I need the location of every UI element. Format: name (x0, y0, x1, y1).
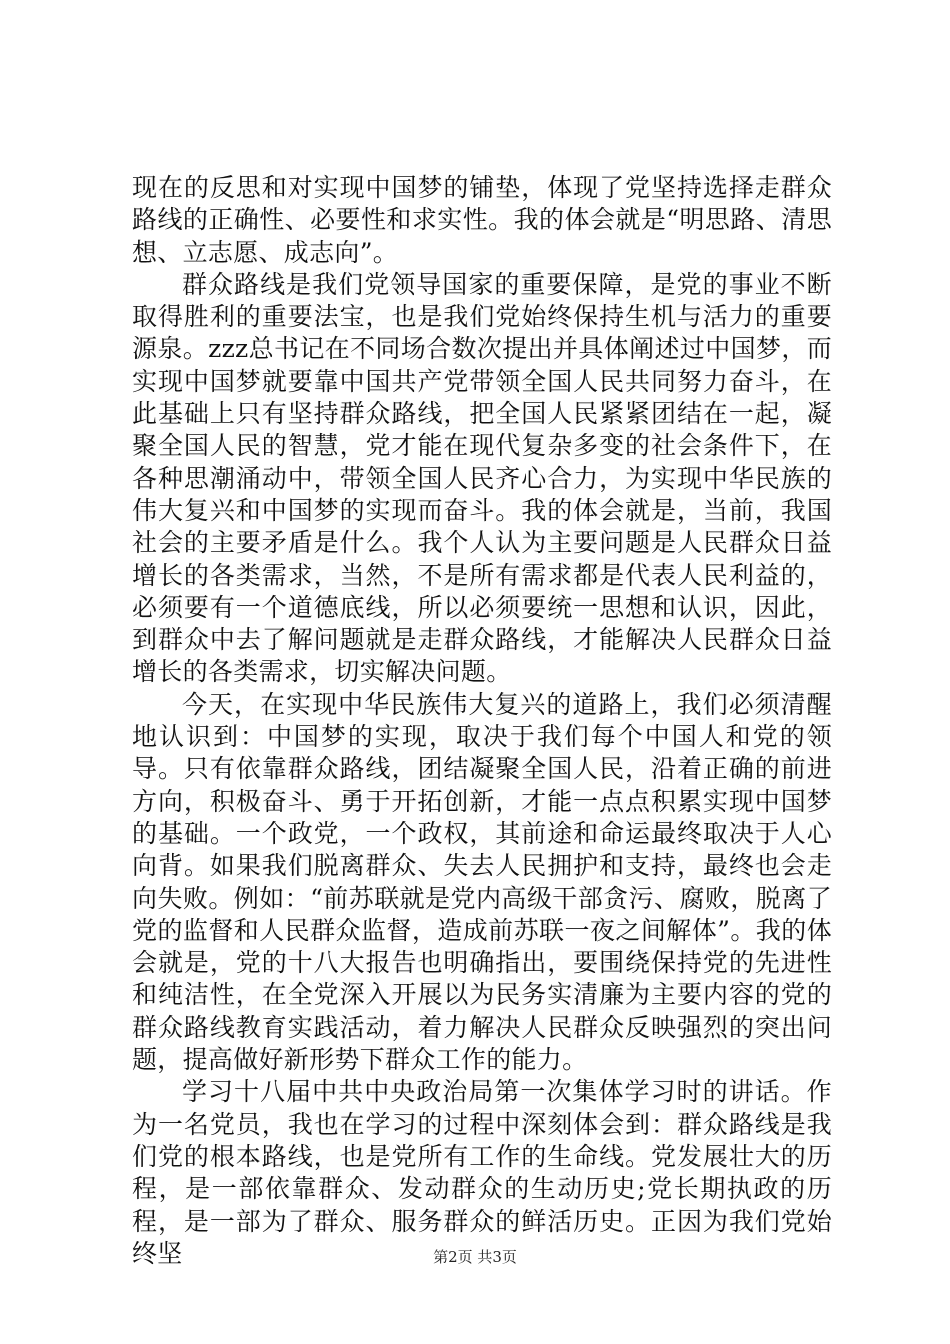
paragraph-3: 今天，在实现中华民族伟大复兴的道路上，我们必须清醒地认识到：中国梦的实现，取决于我们每个中国人和党的领导。只有依靠群众路线，团结凝聚全国人民，沿着正确的前进方向，积极奋斗、勇于开拓创新，才能一点点积累实现中国梦的基础。一个政党，一个政权，其前途和命运最终取决于人心向背。如果我们脱离群众、失去人民拥护和支持，最终也会走向失败。例如：“前苏联就是党内高级干部贪污、腐败，脱离了党的监督和人民群众监督，造成前苏联一夜之间解体”。我的体会就是，党的十八大报告也明确指出，要围绕保持党的先进性和纯洁性，在全党深入开展以为民务实清廉为主要内容的党的群众路线教育实践活动，着力解决人民群众反映强烈的突出问题，提高做好新形势下群众工作的能力。 (132, 689, 832, 1075)
paragraph-4: 学习十八届中共中央政治局第一次集体学习时的讲话。作为一名党员，我也在学习的过程中深刻体会到：群众路线是我们党的根本路线，也是党所有工作的生命线。党发展壮大的历程，是一部依靠群众、发动群众的生动历史;党长期执政的历程，是一部为了群众、服务群众的鲜活历史。正因为我们党始终坚 (132, 1077, 832, 1268)
page-footer: 第2页 共3页 (433, 1248, 517, 1266)
paragraph-1: 现在的反思和对实现中国梦的铺垫，体现了党坚持选择走群众路线的正确性、必要性和求实性。我的体会就是“明思路、清思想、立志愿、成志向”。 (132, 173, 832, 267)
document-body (132, 172, 832, 1270)
paragraph-2: 群众路线是我们党领导国家的重要保障，是党的事业不断取得胜利的重要法宝，也是我们党始终保持生机与活力的重要源泉。zzz总书记在不同场合数次提出并具体阐述过中国梦，而实现中国梦就要靠中国共产党带领全国人民共同努力奋斗，在此基础上只有坚持群众路线，把全国人民紧紧团结在一起，凝聚全国人民的智慧，党才能在现代复杂多变的社会条件下，在各种思潮涌动中，带领全国人民齐心合力，为实现中华民族的伟大复兴和中国梦的实现而奋斗。我的体会就是，当前，我国社会的主要矛盾是什么。我个人认为主要问题是人民群众日益增长的各类需求，当然，不是所有需求都是代表人民利益的，必须要有一个道德底线，所以必须要统一思想和认识，因此，到群众中去了解问题就是走群众路线，才能解决人民群众日益增长的各类需求，切实解决问题。 (132, 269, 832, 687)
